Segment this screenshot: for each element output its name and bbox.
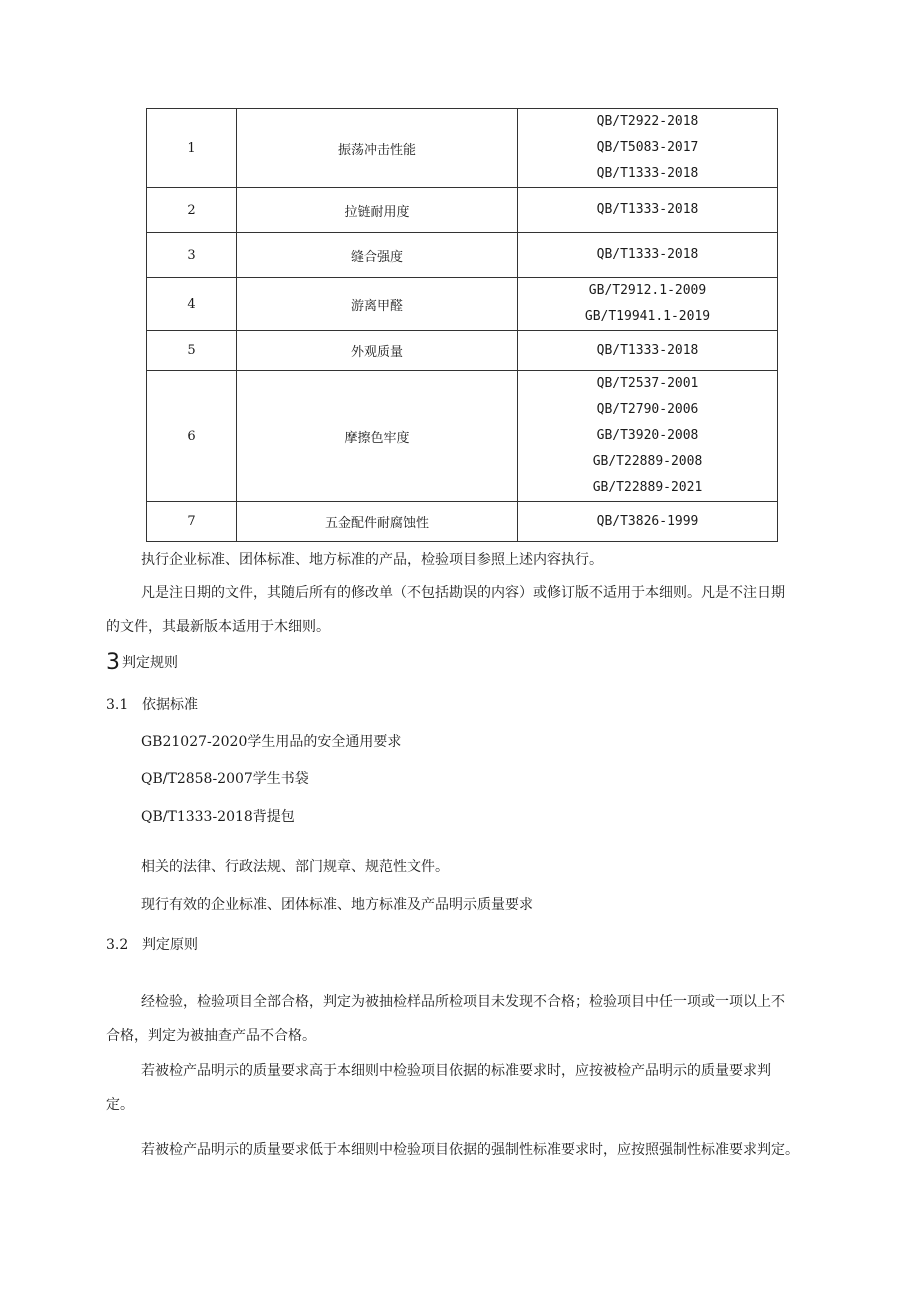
subsection-3-1-number: 3.1 [106,697,129,713]
standard-code: QB/T1333-2018 [596,202,699,217]
test-item-cell: 摩擦色牢度 [237,371,518,502]
table-row [147,331,778,371]
standards-cell [518,331,778,371]
row-number-cell: 7 [147,502,237,542]
paragraph-judgement-3: 若被检产品明示的质量要求低于本细则中检验项目依据的强制性标准要求时，应按照强制性标准要求判定。 [141,1142,799,1158]
paragraph-enterprise-standards: 执行企业标准、团体标准、地方标准的产品，检验项目参照上述内容执行。 [141,552,603,568]
row-number-cell: 3 [147,233,237,278]
row-number-cell: 6 [147,371,237,502]
standards-cell [518,233,778,278]
standards-table [146,108,778,542]
test-item-cell: 游离甲醛 [237,278,518,331]
subsection-3-1-heading [106,694,198,714]
table-row [147,502,778,542]
standards-table-body [147,109,778,542]
table-row [147,188,778,233]
standard-code: GB/T3920-2008 [596,428,699,443]
standard-qbt1333: QB/T1333-2018背提包 [141,809,295,825]
subsection-3-2-number: 3.2 [106,937,129,953]
paragraph-current-standards: 现行有效的企业标准、团体标准、地方标准及产品明示质量要求 [141,897,533,913]
section-3-number: 3 [106,650,120,675]
standards-cell [518,371,778,502]
standard-code: QB/T3826-1999 [596,513,699,529]
paragraph-judgement-2: 若被检产品明示的质量要求高于本细则中检验项目依据的标准要求时，应按被检产品明示的质量要求判定。 [106,1063,771,1113]
standard-code: QB/T2537-2001 [596,376,699,391]
standard-qbt2858: QB/T2858-2007学生书袋 [141,771,309,787]
standard-code: GB/T19941.1-2019 [584,309,711,324]
row-number-cell: 4 [147,278,237,331]
table-row [147,371,778,502]
standards-cell [518,188,778,233]
table-row [147,233,778,278]
standard-code: QB/T1333-2018 [596,342,699,358]
test-item-cell: 外观质量 [237,331,518,371]
test-item-cell: 拉链耐用度 [237,188,518,233]
test-item-cell: 振荡冲击性能 [237,109,518,188]
row-number-cell: 5 [147,331,237,371]
standard-code: QB/T1333-2018 [596,166,699,181]
standard-code: GB/T2912.1-2009 [588,283,707,298]
standards-cell [518,502,778,542]
paragraph-dated-documents: 凡是注日期的文件，其随后所有的修改单（不包括勘误的内容）或修订版不适用于本细则。凡是不注日期的文件，其最新版本适用于木细则。 [106,585,785,635]
table-row [147,278,778,331]
test-item-cell: 五金配件耐腐蚀性 [237,502,518,542]
subsection-3-2-heading [106,934,198,954]
test-item-cell: 缝合强度 [237,233,518,278]
section-3-heading [106,650,178,675]
standards-cell [518,109,778,188]
subsection-3-2-title: 判定原则 [142,937,198,953]
subsection-3-1-title: 依据标准 [142,697,198,713]
table-row [147,109,778,188]
standard-code: QB/T5083-2017 [596,140,699,155]
standard-code: GB/T22889-2021 [592,480,703,495]
paragraph-judgement-1: 经检验，检验项目全部合格，判定为被抽检样品所检项目未发现不合格；检验项目中任一项或一项以上不合格，判定为被抽查产品不合格。 [106,994,785,1044]
row-number-cell: 2 [147,188,237,233]
standards-cell [518,278,778,331]
standard-code: QB/T1333-2018 [596,247,699,262]
standard-code: QB/T2922-2018 [596,114,699,129]
row-number-cell: 1 [147,109,237,188]
standard-code: GB/T22889-2008 [592,454,703,469]
standard-gb21027: GB21027-2020学生用品的安全通用要求 [141,734,402,750]
standard-code: QB/T2790-2006 [596,402,699,417]
paragraph-laws: 相关的法律、行政法规、部门规章、规范性文件。 [141,859,449,875]
section-3-title: 判定规则 [122,655,178,671]
